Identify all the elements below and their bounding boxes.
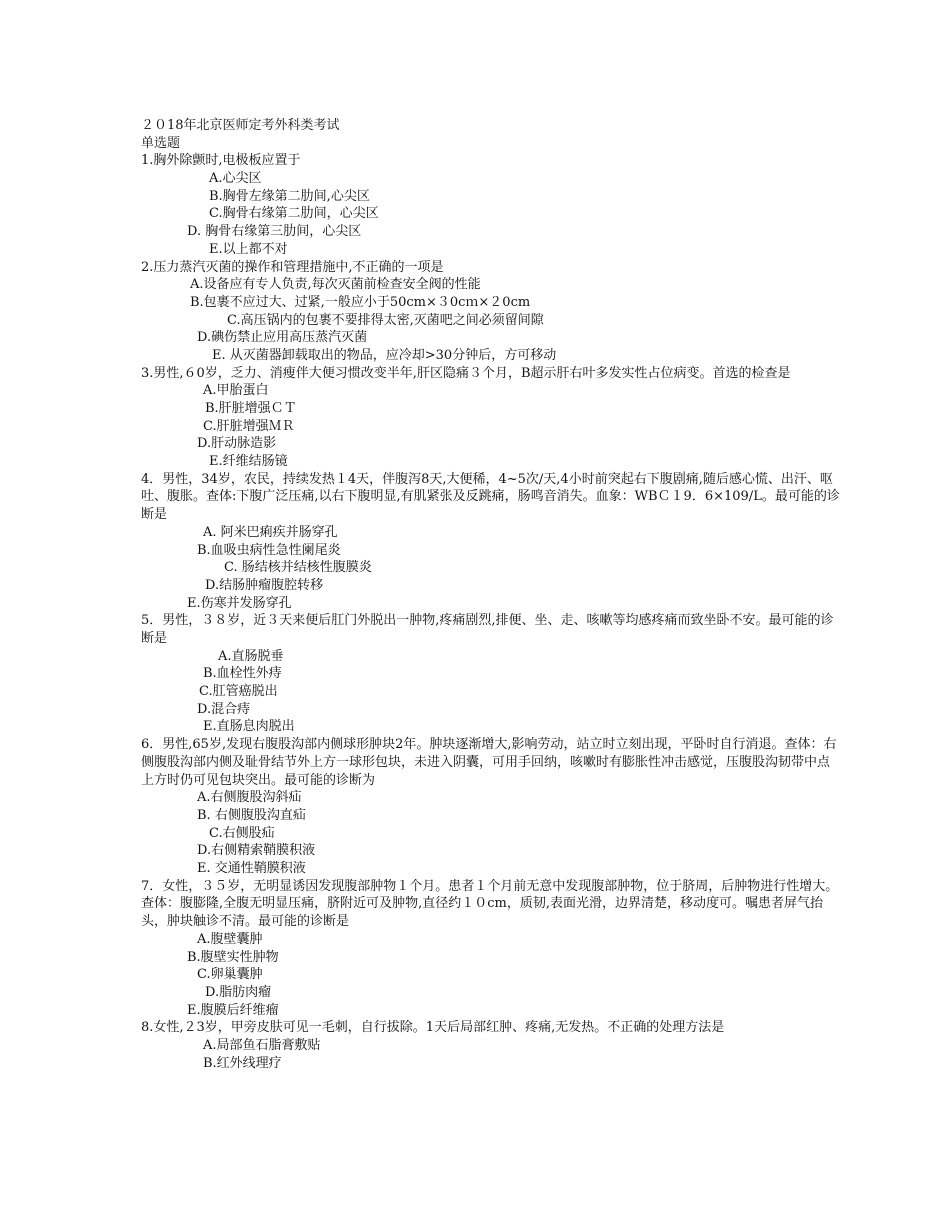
question-8-stem: 8.女性,２3岁，甲旁皮肤可见一毛刺，自行拔除。1天后局部红肿、疼痛,无发热。不正确的处理方法是 bbox=[141, 1020, 725, 1036]
option: C.胸骨右缘第二肋间，心尖区 bbox=[209, 206, 379, 222]
question-6-stem: 6．男性,65岁,发现右腹股沟部内侧球形肿块2年。肿块逐渐增大,影响劳动，站立时立刻出现，平卧时自行消退。查体：右侧腹股沟部内侧及耻骨结节外上方一球形包块，未进入阴囊，可用手回纳，咳嗽时有膨胀性冲击感觉，压腹股沟韧带中点上方时仍可见包块突出。最可能的诊断为 bbox=[141, 737, 837, 788]
option: C.高压锅内的包裹不要排得太密,灭菌吧之间必须留间隙 bbox=[227, 312, 544, 328]
option: E.伤寒并发肠穿孔 bbox=[187, 595, 292, 611]
option: B.腹壁实性肿物 bbox=[187, 949, 279, 965]
option: B.红外线理疗 bbox=[203, 1055, 282, 1071]
option: D.右侧精索鞘膜积液 bbox=[197, 843, 316, 859]
option: E.腹膜后纤维瘤 bbox=[187, 1002, 279, 1018]
option: E.直肠息肉脱出 bbox=[203, 719, 295, 735]
question-4-stem: 4．男性，34岁，农民，持续发热１4天，伴腹泻8天,大便稀，4~5次/天,4小时前突起右下腹剧痛,随后感心慌、出汗、呕吐、腹胀。查体:下腹广泛压痛,以右下腹明显,有肌紧张及反跳痛，肠鸣音消失。血象：WBＣ１9．6×109/L。最可能的诊断是 bbox=[141, 471, 840, 523]
option: D. 胸骨右缘第三肋间，心尖区 bbox=[187, 224, 362, 240]
section-heading: 单选题 bbox=[141, 135, 181, 151]
option: D.脂肪肉瘤 bbox=[205, 984, 272, 1000]
option: A.局部鱼石脂膏敷贴 bbox=[203, 1037, 321, 1053]
question-3-stem: 3.男性,６0岁，乏力、消瘦伴大便习惯改变半年,肝区隐痛３个月，B超示肝右叶多发实性占位病变。首选的检查是 bbox=[141, 365, 791, 381]
option: D.结肠肿瘤腹腔转移 bbox=[205, 577, 324, 593]
option: C.肝脏增强ＭＲ bbox=[203, 418, 295, 434]
doc-title: ２０18年北京医师定考外科类考试 bbox=[141, 118, 340, 133]
option: A.甲胎蛋白 bbox=[203, 383, 269, 399]
option: C. 肠结核并结核性腹膜炎 bbox=[224, 560, 372, 576]
option: C.右侧股疝 bbox=[209, 825, 275, 841]
option: E. 交通性鞘膜积液 bbox=[197, 861, 306, 877]
option: A. 阿米巴痢疾并肠穿孔 bbox=[203, 524, 338, 540]
question-7-stem: 7．女性，３５岁，无明显诱因发现腹部肿物１个月。患者１个月前无意中发现腹部肿物，位于脐周，后肿物进行性增大。查体：腹膨隆,全腹无明显压痛，脐附近可及肿物,直径约１０cm，质韧,表面光滑，边界清楚，移动度可。嘱患者屏气抬头，肿块触诊不清。最可能的诊断是 bbox=[141, 878, 839, 930]
option: B.包裹不应过大、过紧,一般应小于50cm×３0cｍ×２0cm bbox=[190, 294, 531, 310]
option: B.血栓性外痔 bbox=[203, 666, 282, 682]
option: D.碘伤禁止应用高压蒸汽灭菌 bbox=[197, 330, 368, 346]
document-body bbox=[141, 117, 841, 1072]
option: A.直肠脱垂 bbox=[218, 648, 284, 664]
question-5-stem: 5．男性，３８岁，近３天来便后肛门外脱出一肿物,疼痛剧烈,排便、坐、走、咳嗽等均感疼痛而致坐卧不安。最可能的诊断是 bbox=[141, 613, 834, 647]
option: C.肛管癌脱出 bbox=[199, 684, 278, 700]
option: A.心尖区 bbox=[209, 171, 262, 187]
option: A.腹壁囊肿 bbox=[197, 931, 263, 947]
option: D.肝动脉造影 bbox=[197, 436, 277, 452]
question-1-stem: 1.胸外除颤时,电极板应置于 bbox=[141, 153, 301, 169]
option: E.以上都不对 bbox=[209, 241, 288, 257]
question-2-stem: 2.压力蒸汽灭菌的操作和管理措施中,不正确的一项是 bbox=[141, 259, 444, 275]
option: C.卵巢囊肿 bbox=[197, 967, 263, 983]
option: B.胸骨左缘第二肋间,心尖区 bbox=[209, 188, 370, 204]
option: B.肝脏增强ＣＴ bbox=[205, 401, 297, 417]
option: B.血吸虫病性急性阑尾炎 bbox=[197, 542, 341, 558]
option: B. 右侧腹股沟直疝 bbox=[197, 807, 306, 823]
option: D.混合痔 bbox=[197, 701, 251, 717]
option: E.纤维结肠镜 bbox=[209, 454, 288, 470]
option: A.右侧腹股沟斜疝 bbox=[197, 790, 302, 806]
option: E. 从灭菌器卸载取出的物品，应冷却>30分钟后，方可移动 bbox=[212, 347, 557, 363]
option: A.设备应有专人负责,每次灭菌前检查安全阀的性能 bbox=[190, 277, 481, 293]
